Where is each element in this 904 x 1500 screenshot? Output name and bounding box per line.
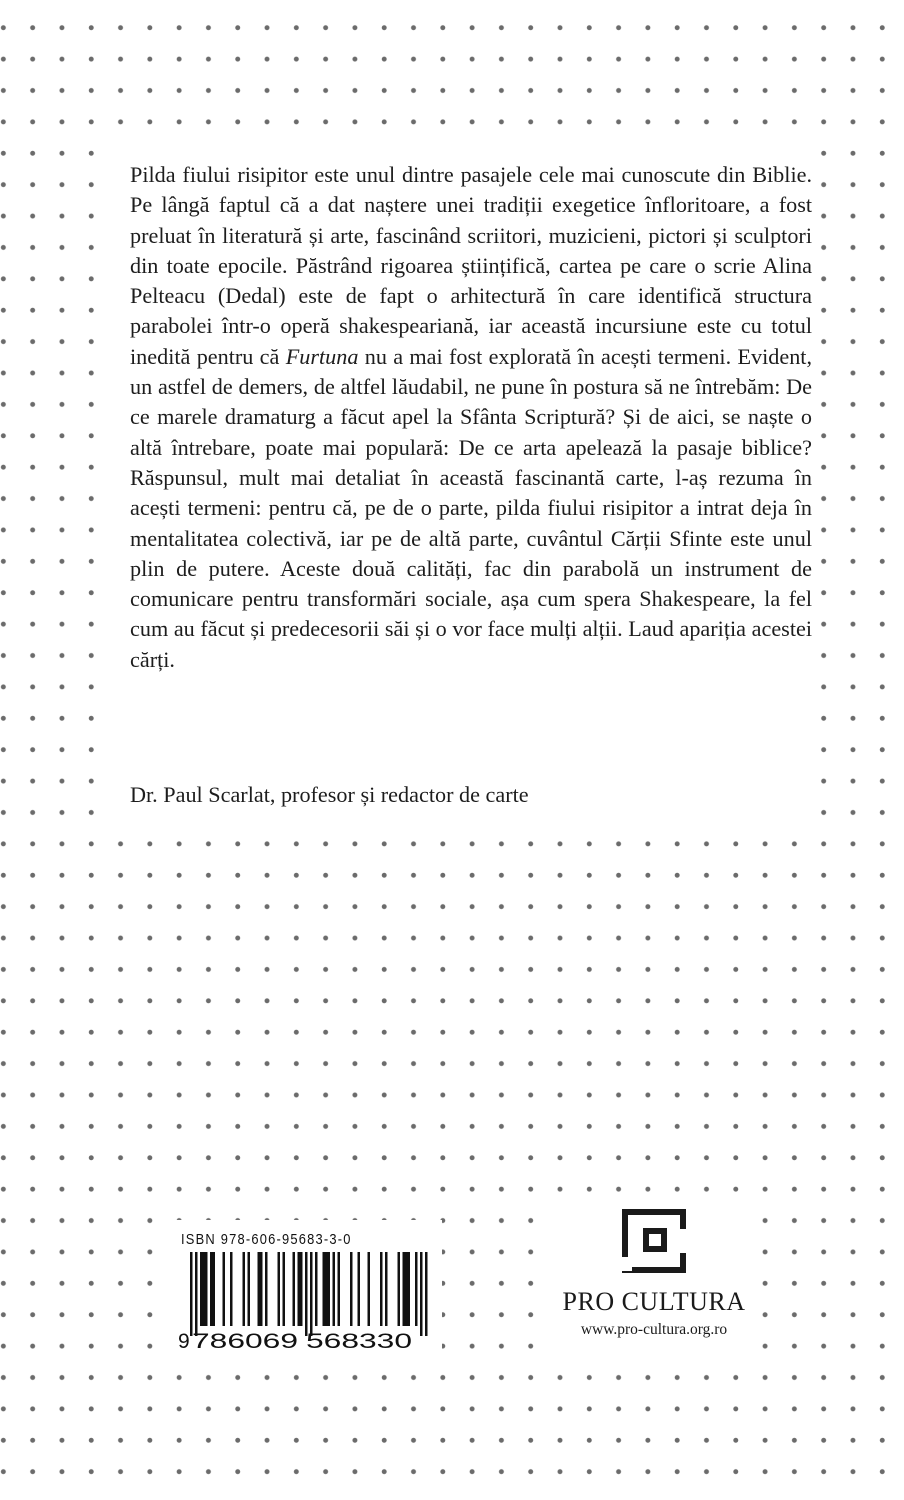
barcode-bar [350, 1252, 353, 1326]
barcode-bar [328, 1252, 331, 1326]
isbn-label: ISBN 978-606-95683-3-0 [181, 1231, 352, 1248]
barcode-bar [293, 1252, 296, 1326]
barcode-bar [190, 1252, 193, 1336]
publisher-url[interactable]: www.pro-cultura.org.ro [580, 1321, 728, 1338]
barcode-bar [243, 1252, 246, 1326]
barcode-bar [298, 1252, 301, 1326]
barcode-bar [195, 1252, 198, 1336]
barcode-bar [425, 1252, 428, 1336]
barcode-bars [190, 1252, 428, 1336]
barcode-bar [380, 1252, 383, 1326]
barcode-bar [278, 1252, 281, 1326]
barcode-bar [223, 1252, 226, 1326]
barcode-bar [265, 1252, 268, 1326]
barcode-bar [323, 1252, 326, 1326]
barcode-bar [315, 1252, 318, 1326]
barcode-bar [338, 1252, 341, 1326]
barcode-first-digit: 9 [178, 1330, 190, 1352]
blurb-part-1: Pilda fiului risipitor este unul dintre pasajele cele mai cunoscute din Biblie. Pe lângă faptul că a dat naștere unei tradiții exegetice înfloritoare, a fost preluat în literatură și arte, fascinând scriitori, muzicieni, pictori și sculptori din toate epocile. Păstrând rigoarea științifică, cartea pe care o scrie Alina Pelteacu (Dedal) este de fapt o arhitectură în care identifică structura parabolei într-o operă shakespeariană, iar această incursiune este cu totul inedită pentru că [130, 162, 812, 369]
barcode-bar [385, 1252, 388, 1326]
barcode [178, 1252, 440, 1352]
barcode-right-digits: 568330 [306, 1330, 412, 1352]
barcode-bar [403, 1252, 406, 1326]
signature: Dr. Paul Scarlat, profesor și redactor de carte [130, 782, 529, 807]
barcode-bar [230, 1252, 233, 1326]
barcode-bar [300, 1252, 303, 1326]
barcode-bar [248, 1252, 251, 1326]
blurb-text [130, 160, 812, 675]
publisher-name: PRO CULTURA [562, 1287, 746, 1316]
barcode-bar [415, 1252, 418, 1326]
barcode-bar [213, 1252, 216, 1326]
barcode-bar [205, 1252, 208, 1326]
barcode-bar [333, 1252, 336, 1326]
barcode-bar [305, 1252, 308, 1336]
barcode-left-digits: 786069 [192, 1330, 298, 1352]
book-title-furtuna: Furtuna [285, 343, 359, 369]
barcode-bar [210, 1252, 213, 1326]
barcode-bar [310, 1252, 313, 1336]
barcode-bar [408, 1252, 411, 1326]
barcode-bar [398, 1252, 401, 1326]
barcode-bar [283, 1252, 286, 1326]
barcode-bar [258, 1252, 261, 1326]
square-frame-logo-icon [620, 1207, 688, 1275]
barcode-bar [203, 1252, 206, 1326]
barcode-bar [368, 1252, 371, 1326]
barcode-bar [260, 1252, 263, 1326]
barcode-bar [325, 1252, 328, 1326]
barcode-bar [200, 1252, 203, 1326]
barcode-bar [420, 1252, 423, 1336]
blurb-part-2: nu a mai fost explorată în acești termeni. Evident, un astfel de demers, de altfel lăudabil, ne pune în postura să ne întrebăm: De ce marele dramaturg a făcut apel la Sfânta Scriptură? Și de aici, se naște o altă întrebare, poate mai populară: De ce arta apelează la pasaje biblice? Răspunsul, mult mai detaliat în această fascinantă carte, l-aș rezuma în acești termeni: pentru că, pe de o parte, pilda fiului risipitor a intrat deja în mentalitatea colectivă, iar pe de altă parte, cuvântul Cărții Sfinte este unul plin de putere. Aceste două calități, fac din parabolă un instrument de comunicare pentru transformări sociale, așa cum spera Shakespeare, la fel cum au făcut și predecesorii săi și o vor face mulți alții. Laud apariția acestei cărți. [130, 343, 813, 672]
barcode-bar [358, 1252, 361, 1326]
barcode-bar [405, 1252, 408, 1326]
